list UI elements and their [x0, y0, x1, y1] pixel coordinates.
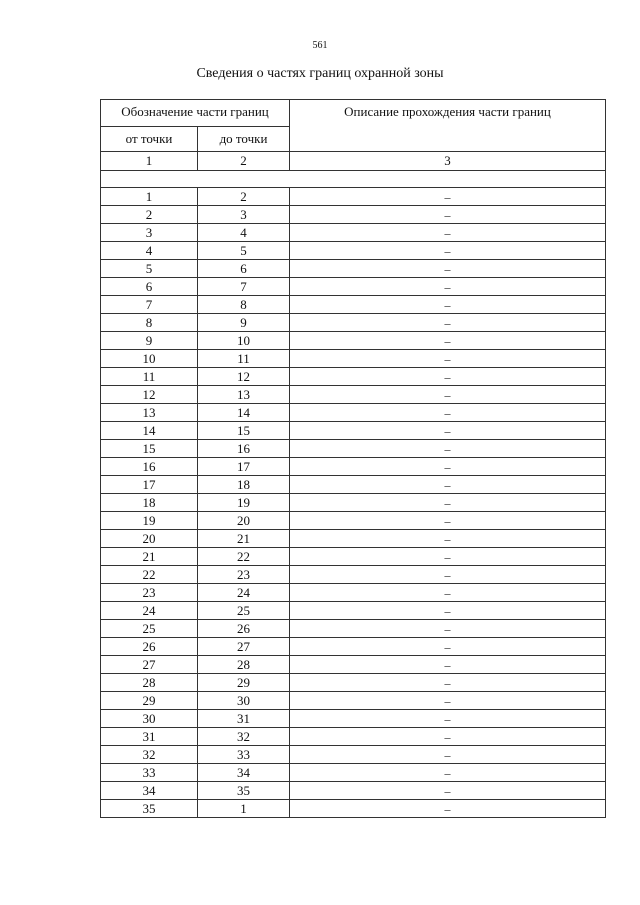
to-point-cell: 20: [198, 512, 290, 530]
column-number: 3: [290, 152, 606, 171]
table-row: [101, 710, 606, 728]
table-row: [101, 638, 606, 656]
to-point-cell: 10: [198, 332, 290, 350]
table-row: [101, 386, 606, 404]
from-point-cell: 35: [101, 800, 198, 818]
from-point-cell: 33: [101, 764, 198, 782]
description-cell: –: [290, 782, 606, 800]
from-point-cell: 24: [101, 602, 198, 620]
table-row: [101, 728, 606, 746]
description-cell: –: [290, 260, 606, 278]
to-point-cell: 23: [198, 566, 290, 584]
from-point-cell: 18: [101, 494, 198, 512]
table-row: [101, 512, 606, 530]
to-point-cell: 25: [198, 602, 290, 620]
table-row: [101, 404, 606, 422]
table-row: [101, 440, 606, 458]
empty-row: [101, 171, 606, 188]
to-point-cell: 34: [198, 764, 290, 782]
from-point-cell: 26: [101, 638, 198, 656]
description-cell: –: [290, 494, 606, 512]
table-row: [101, 422, 606, 440]
boundary-parts-table: [100, 99, 606, 818]
page-number: 561: [312, 40, 328, 51]
description-cell: –: [290, 674, 606, 692]
description-cell: –: [290, 530, 606, 548]
to-point-cell: 33: [198, 746, 290, 764]
from-point-cell: 8: [101, 314, 198, 332]
table-row: [101, 584, 606, 602]
document-title: Сведения о частях границ охранной зоны: [196, 66, 444, 81]
description-cell: –: [290, 800, 606, 818]
description-cell: –: [290, 296, 606, 314]
to-point-cell: 18: [198, 476, 290, 494]
description-cell: –: [290, 188, 606, 206]
table-header-row: [101, 100, 606, 127]
table-row: [101, 674, 606, 692]
table-row: [101, 296, 606, 314]
from-point-cell: 10: [101, 350, 198, 368]
table-row: [101, 692, 606, 710]
from-point-cell: 20: [101, 530, 198, 548]
table-row: [101, 224, 606, 242]
to-point-cell: 14: [198, 404, 290, 422]
description-cell: –: [290, 620, 606, 638]
column-number: 1: [101, 152, 198, 171]
empty-cell: [101, 171, 606, 188]
to-point-cell: 22: [198, 548, 290, 566]
description-cell: –: [290, 638, 606, 656]
from-point-cell: 14: [101, 422, 198, 440]
to-point-cell: 9: [198, 314, 290, 332]
from-point-cell: 27: [101, 656, 198, 674]
from-point-cell: 15: [101, 440, 198, 458]
from-point-cell: 9: [101, 332, 198, 350]
from-point-cell: 1: [101, 188, 198, 206]
description-cell: –: [290, 242, 606, 260]
to-point-cell: 1: [198, 800, 290, 818]
from-point-cell: 31: [101, 728, 198, 746]
description-cell: –: [290, 548, 606, 566]
to-point-cell: 28: [198, 656, 290, 674]
table-row: [101, 314, 606, 332]
to-point-cell: 13: [198, 386, 290, 404]
description-cell: –: [290, 584, 606, 602]
to-point-cell: 12: [198, 368, 290, 386]
to-point-cell: 5: [198, 242, 290, 260]
from-point-cell: 13: [101, 404, 198, 422]
to-point-cell: 27: [198, 638, 290, 656]
column-number: 2: [198, 152, 290, 171]
to-point-cell: 7: [198, 278, 290, 296]
description-cell: –: [290, 512, 606, 530]
from-point-cell: 17: [101, 476, 198, 494]
from-point-cell: 22: [101, 566, 198, 584]
description-cell: –: [290, 314, 606, 332]
table-row: [101, 350, 606, 368]
to-point-cell: 19: [198, 494, 290, 512]
description-cell: –: [290, 656, 606, 674]
from-point-cell: 29: [101, 692, 198, 710]
table-row: [101, 764, 606, 782]
from-point-cell: 3: [101, 224, 198, 242]
table-row: [101, 566, 606, 584]
table-row: [101, 620, 606, 638]
from-point-cell: 6: [101, 278, 198, 296]
from-point-cell: 34: [101, 782, 198, 800]
column-number-row: [101, 152, 606, 171]
table-row: [101, 746, 606, 764]
table-row: [101, 242, 606, 260]
from-point-cell: 11: [101, 368, 198, 386]
to-point-cell: 15: [198, 422, 290, 440]
to-point-cell: 11: [198, 350, 290, 368]
table-row: [101, 494, 606, 512]
from-point-cell: 25: [101, 620, 198, 638]
from-point-cell: 7: [101, 296, 198, 314]
description-cell: –: [290, 350, 606, 368]
to-point-cell: 3: [198, 206, 290, 224]
to-point-cell: 16: [198, 440, 290, 458]
table-row: [101, 206, 606, 224]
table-row: [101, 656, 606, 674]
to-point-cell: 31: [198, 710, 290, 728]
table-row: [101, 530, 606, 548]
description-cell: –: [290, 602, 606, 620]
to-point-cell: 26: [198, 620, 290, 638]
to-point-cell: 21: [198, 530, 290, 548]
description-cell: –: [290, 458, 606, 476]
to-point-cell: 24: [198, 584, 290, 602]
description-cell: –: [290, 206, 606, 224]
table-row: [101, 602, 606, 620]
description-cell: –: [290, 710, 606, 728]
header-description: Описание прохождения части границ: [290, 100, 606, 152]
description-cell: –: [290, 224, 606, 242]
table-row: [101, 278, 606, 296]
description-cell: –: [290, 746, 606, 764]
header-from-point: от точки: [101, 127, 198, 152]
description-cell: –: [290, 764, 606, 782]
to-point-cell: 30: [198, 692, 290, 710]
to-point-cell: 6: [198, 260, 290, 278]
table-row: [101, 548, 606, 566]
description-cell: –: [290, 422, 606, 440]
to-point-cell: 29: [198, 674, 290, 692]
from-point-cell: 5: [101, 260, 198, 278]
table-row: [101, 782, 606, 800]
description-cell: –: [290, 692, 606, 710]
description-cell: –: [290, 332, 606, 350]
from-point-cell: 4: [101, 242, 198, 260]
from-point-cell: 32: [101, 746, 198, 764]
from-point-cell: 12: [101, 386, 198, 404]
description-cell: –: [290, 368, 606, 386]
header-boundary-part-designation: Обозначение части границ: [101, 100, 290, 127]
description-cell: –: [290, 278, 606, 296]
from-point-cell: 30: [101, 710, 198, 728]
description-cell: –: [290, 440, 606, 458]
to-point-cell: 4: [198, 224, 290, 242]
table-row: [101, 800, 606, 818]
table-row: [101, 260, 606, 278]
header-to-point: до точки: [198, 127, 290, 152]
to-point-cell: 2: [198, 188, 290, 206]
from-point-cell: 28: [101, 674, 198, 692]
description-cell: –: [290, 404, 606, 422]
table-row: [101, 368, 606, 386]
to-point-cell: 17: [198, 458, 290, 476]
from-point-cell: 2: [101, 206, 198, 224]
from-point-cell: 23: [101, 584, 198, 602]
to-point-cell: 8: [198, 296, 290, 314]
from-point-cell: 19: [101, 512, 198, 530]
table-row: [101, 476, 606, 494]
to-point-cell: 35: [198, 782, 290, 800]
description-cell: –: [290, 728, 606, 746]
to-point-cell: 32: [198, 728, 290, 746]
from-point-cell: 16: [101, 458, 198, 476]
table-row: [101, 458, 606, 476]
description-cell: –: [290, 566, 606, 584]
from-point-cell: 21: [101, 548, 198, 566]
table-row: [101, 188, 606, 206]
table-row: [101, 332, 606, 350]
description-cell: –: [290, 476, 606, 494]
description-cell: –: [290, 386, 606, 404]
